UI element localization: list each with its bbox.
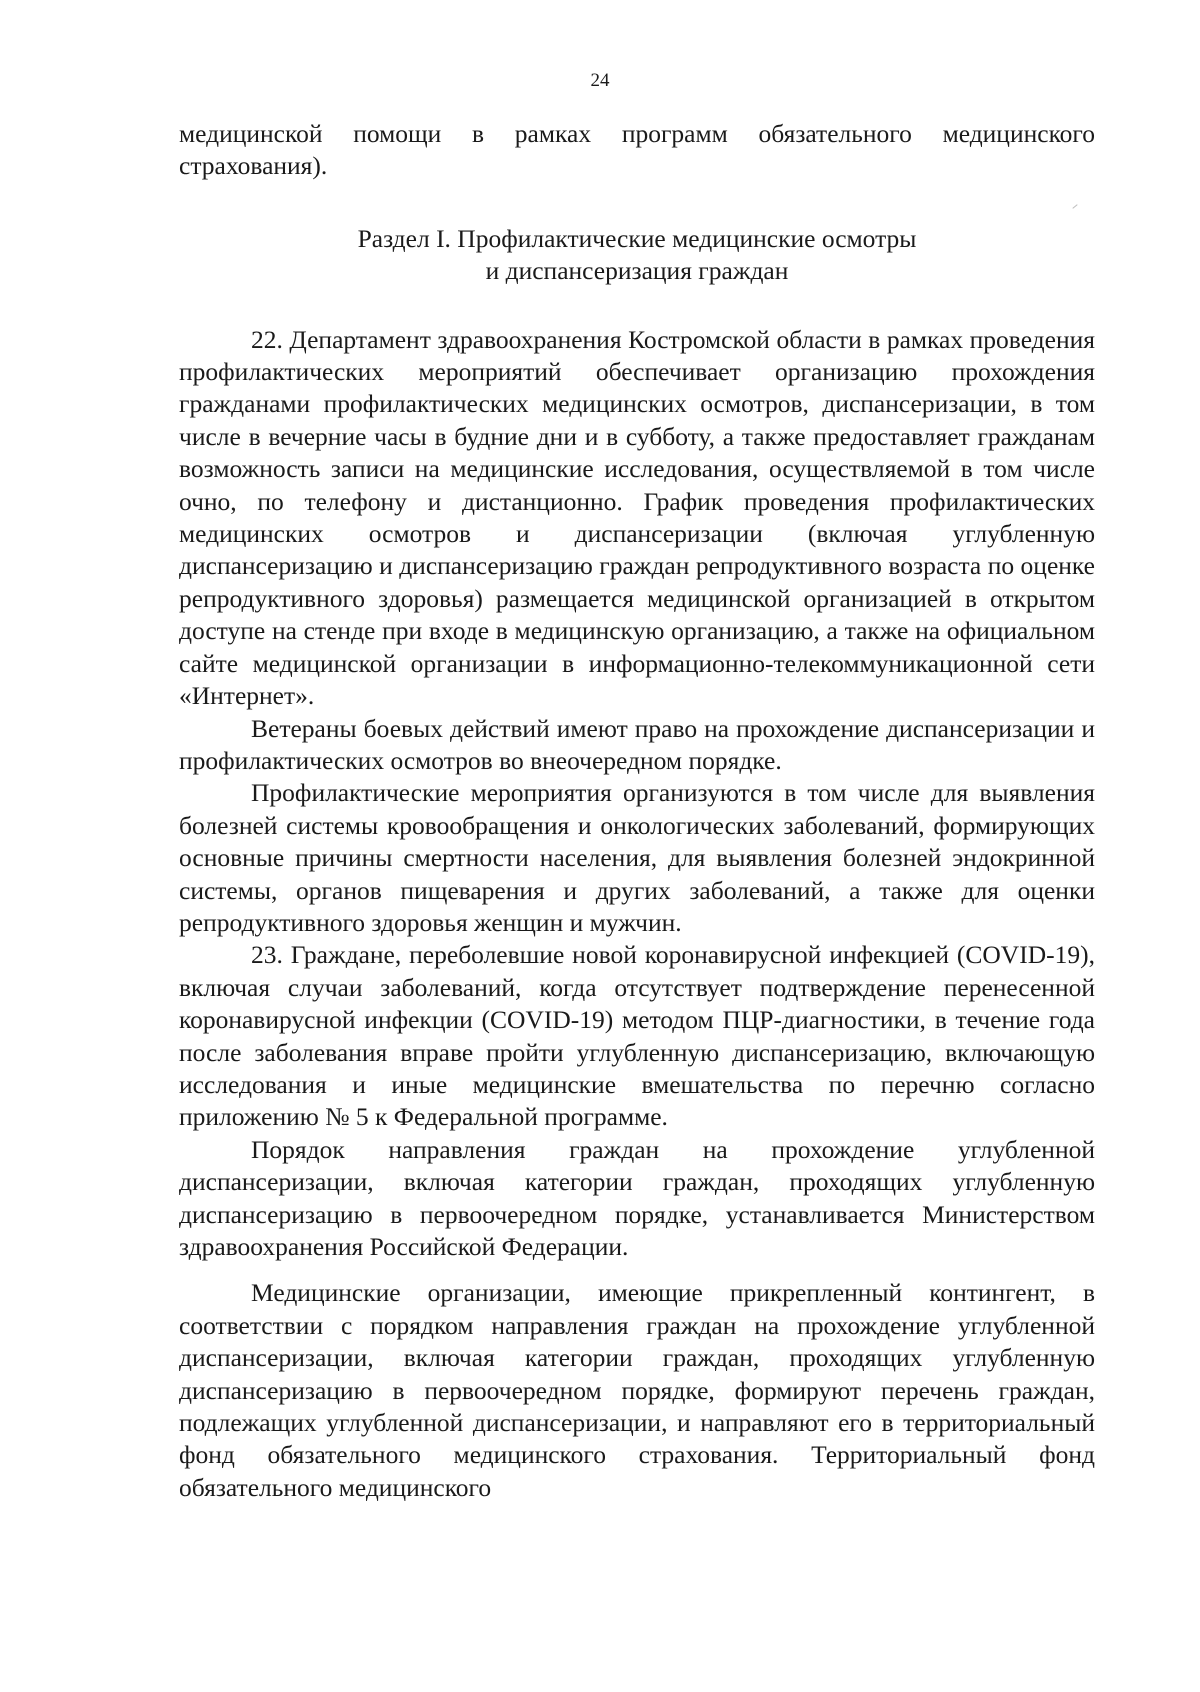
section-heading-line-1: Раздел I. Профилактические медицинские осмотры [357,223,917,253]
paragraph-preventive-measures: Профилактические мероприятия организуются в том числе для выявления болезней системы кровообращения и онкологических заболеваний, формирующих основные причины смертности населения, для выявления болезней эндокринной системы, органов пищеварения и других заболеваний, а также для оценки репродуктивного здоровья женщин и мужчин. [179,778,1095,937]
document-body [179,118,1095,1504]
continuation-paragraph: медицинской помощи в рамках программ обязательного медицинского страхования). [179,119,1095,181]
paragraph-referral-order: Порядок направления граждан на прохождение углубленной диспансеризации, включая категории граждан, проходящих углубленную диспансеризацию в первоочередном порядке, устанавливается Министерством здравоохранения Российской Федерации. [179,1134,1095,1261]
paragraph-23: 23. Граждане, переболевшие новой коронавирусной инфекцией (COVID-19), включая случаи заболеваний, когда отсутствует подтверждение перенесенной коронавирусной инфекции (COVID-19) методом ПЦР-диагностики, в течение года после заболевания вправе пройти углубленную диспансеризацию, включающую исследования и иные медицинские вмешательства по перечню согласно приложению № 5 к Федеральной программе. [179,940,1095,1132]
paragraph-22: 22. Департамент здравоохранения Костромской области в рамках проведения профилактических мероприятий обеспечивает организацию прохождения гражданами профилактических медицинских осмотров, диспансеризации, в том числе в вечерние часы в будние дни и в субботу, а также предоставляет гражданам возможность записи на медицинские исследования, осуществляемой в том числе очно, по телефону и дистанционно. График проведения профилактических медицинских осмотров и диспансеризации (включая углубленную диспансеризацию и диспансеризацию граждан репродуктивного возраста по оценке репродуктивного здоровья) размещается медицинской организацией в открытом доступе на стенде при входе в медицинскую организацию, а также на официальном сайте медицинской организации в информационно-телекоммуникационной сети «Интернет». [179,324,1095,711]
page-number: 24 [590,70,610,91]
paragraph-medical-organizations: Медицинские организации, имеющие прикрепленный контингент, в соответствии с порядком направления граждан на прохождение углубленной диспансеризации, включая категории граждан, проходящих углубленную диспансеризацию в первоочередном порядке, формируют перечень граждан, подлежащих углубленной диспансеризации, и направляют его в территориальный фонд обязательного медицинского страхования. Территориальный фонд обязательного медицинского [179,1278,1095,1502]
paragraph-veterans: Ветераны боевых действий имеют право на прохождение диспансеризации и профилактических осмотров во внеочередном порядке. [179,713,1095,775]
section-heading-line-2: и диспансеризация граждан [485,256,789,286]
section-heading [179,223,1095,288]
